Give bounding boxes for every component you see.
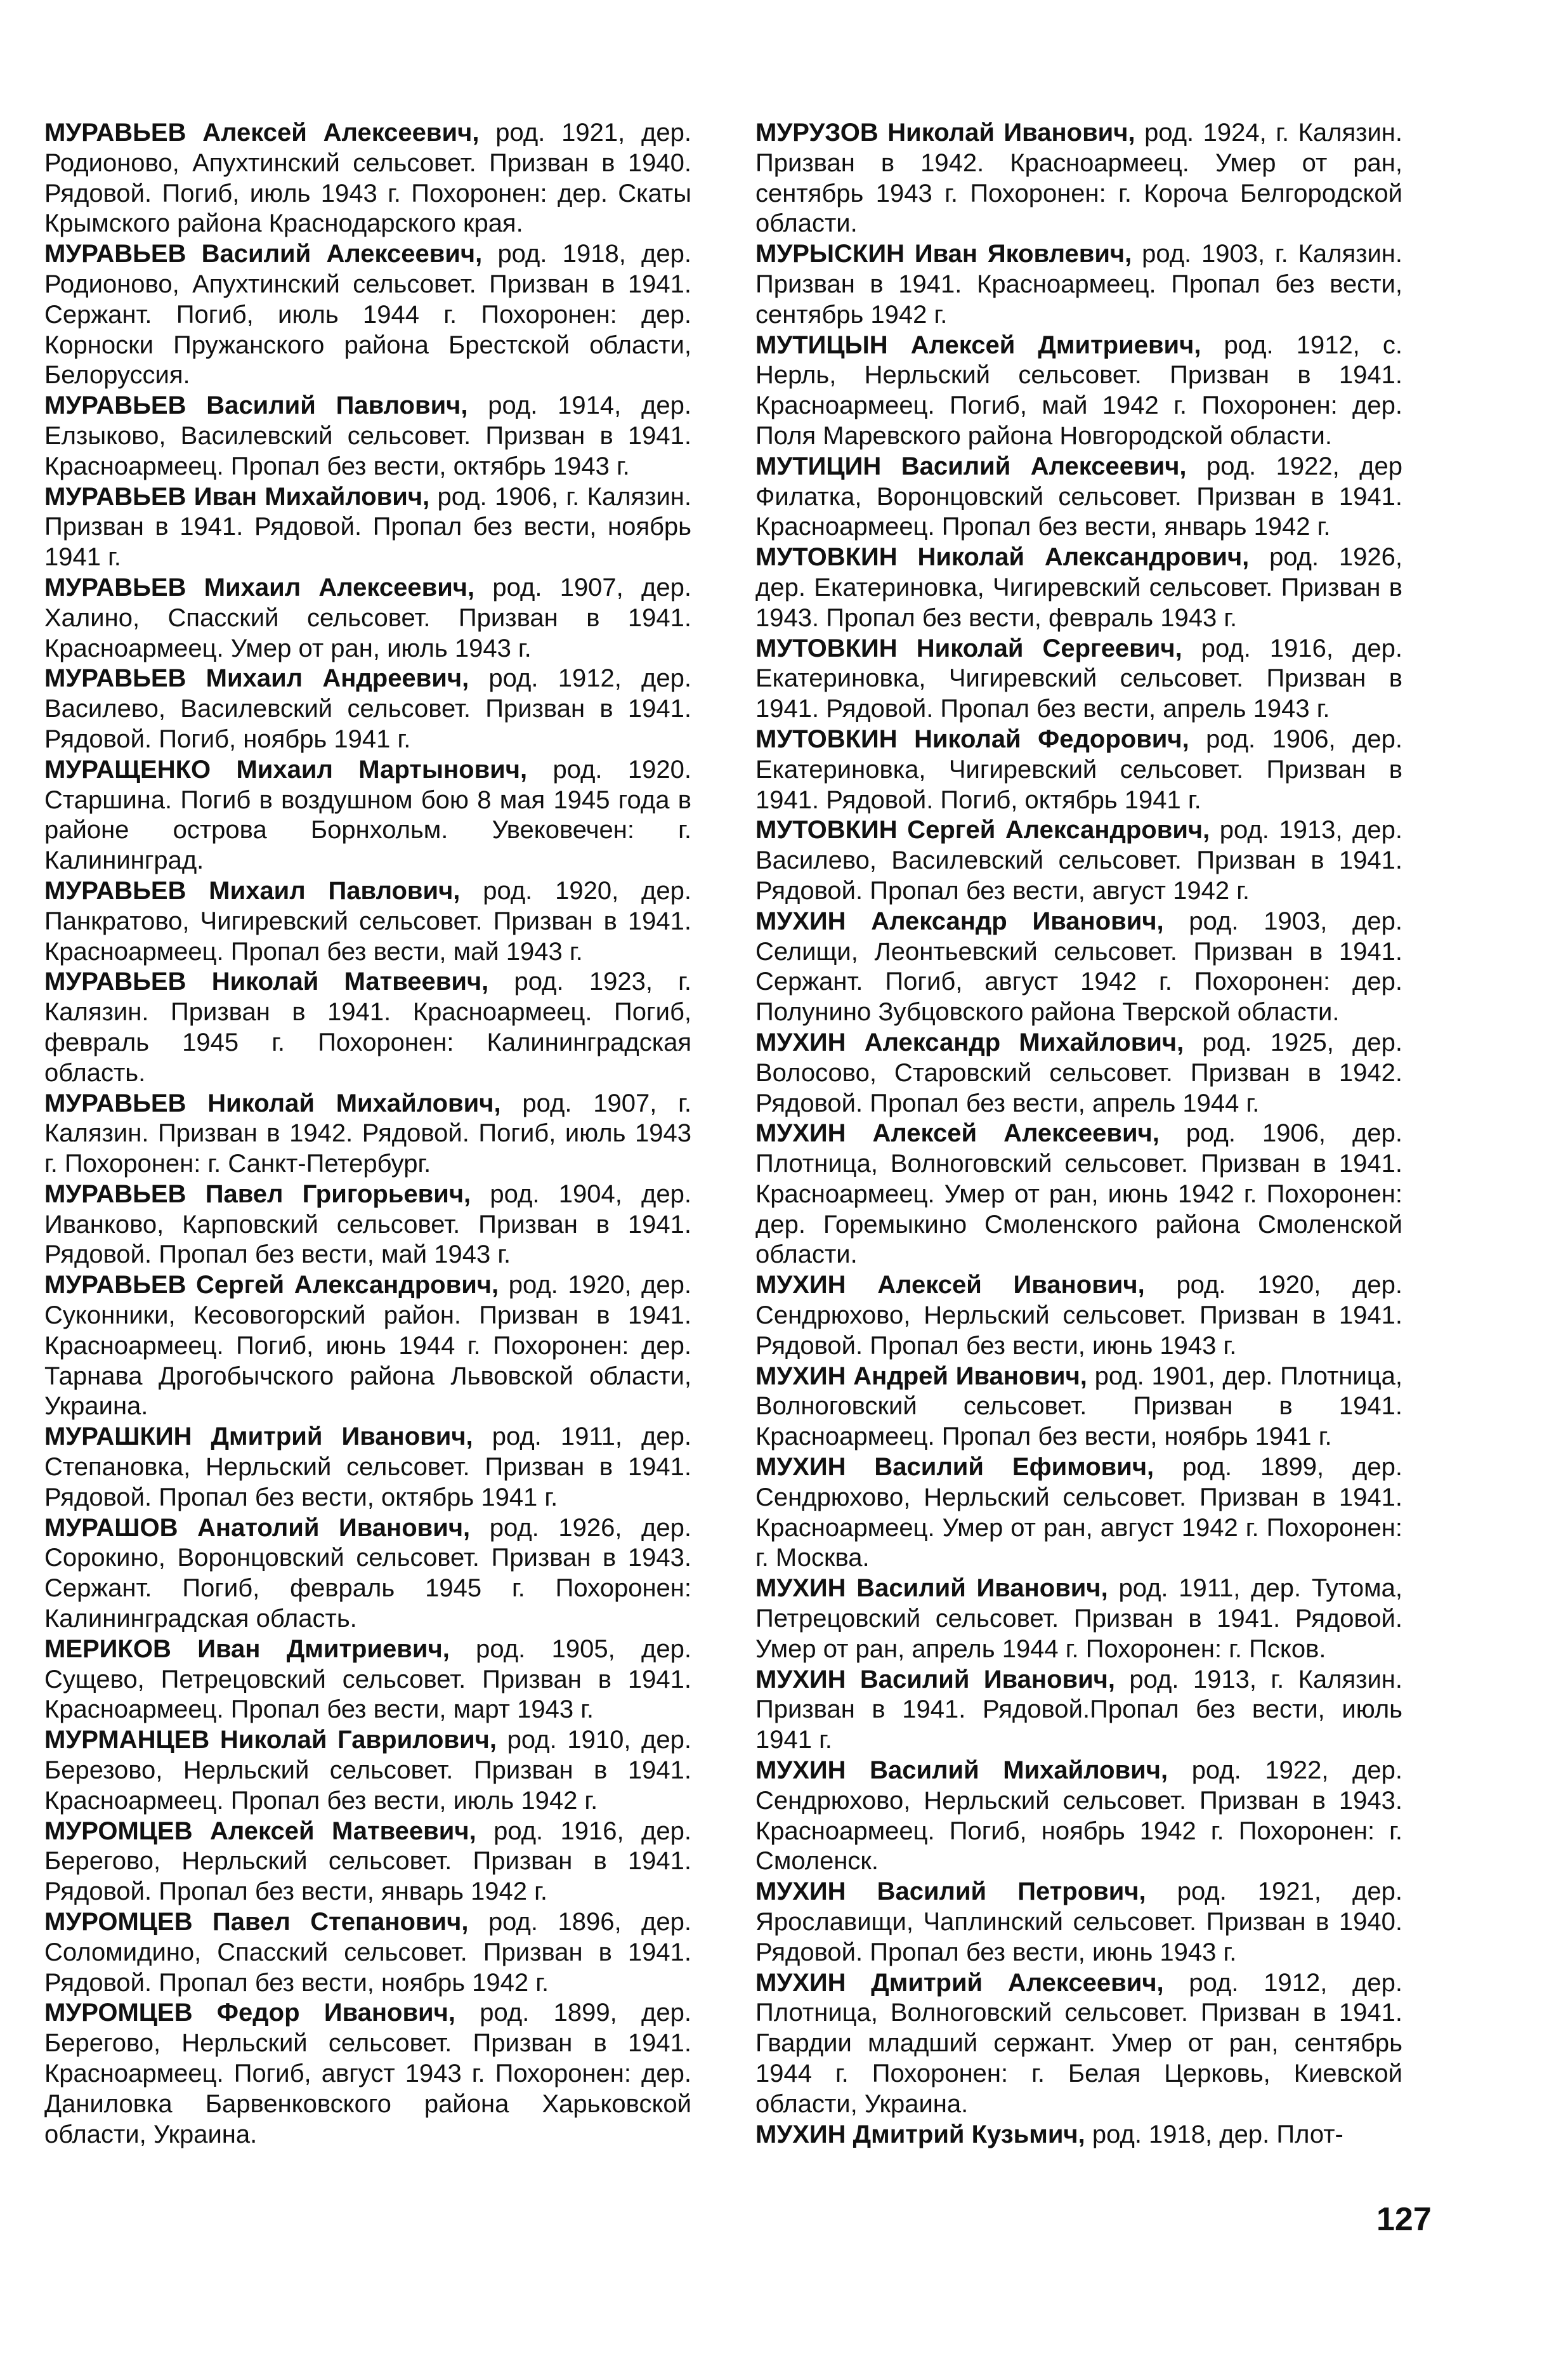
entry: [755, 1119, 1402, 1270]
entry-text: род. 1924, г. Калязин. Призван в 1942. Красноармеец. Умер от ран, сентябрь 1943 г. Похоронен: г. Короча Белгородской области.: [755, 119, 1402, 238]
entry: [44, 876, 691, 967]
entry: [755, 452, 1402, 542]
entry-text: род. 1912, дер. Василево, Василевский сельсовет. Призван в 1941. Рядовой. Погиб, ноябрь 1941 г.: [44, 664, 691, 753]
entry-text: род. 1916, дер. Екатериновка, Чигиревский сельсовет. Призван в 1941. Рядовой. Пропал без вести, апрель 1943 г.: [755, 634, 1402, 723]
entry: [44, 1817, 691, 1907]
entry: [44, 482, 691, 573]
entry-name: МУХИН Василий Ефимович,: [755, 1453, 1154, 1482]
entry-name: МУХИН Алексей Алексеевич,: [755, 1119, 1160, 1148]
entry-name: МУРАВЬЕВ Михаил Алексеевич,: [44, 573, 475, 602]
entry-text: род. 1906, дер. Плотница, Волноговский сельсовет. Призван в 1941. Красноармеец. Умер от ран, июнь 1942 г. Похоронен: дер. Горемыкино Смоленского района Смоленской области.: [755, 1119, 1402, 1269]
entry-text: род. 1899, дер. Берегово, Нерльский сельсовет. Призван в 1941. Красноармеец. Погиб, август 1943 г. Похоронен: дер. Даниловка Барвенковского района Харьковской области, Украина.: [44, 1999, 691, 2148]
entry-name: МУРАШОВ Анатолий Иванович,: [44, 1513, 471, 1542]
entry-text: род. 1903, дер. Селищи, Леонтьевский сельсовет. Призван в 1941. Сержант. Погиб, август 1942 г. Похоронен: дер. Полунино Зубцовского района Тверской области.: [755, 907, 1402, 1027]
entry-name: МУТИЦИН Василий Алексеевич,: [755, 452, 1187, 480]
entry: [755, 239, 1402, 330]
entry-name: МУРУЗОВ Николай Иванович,: [755, 119, 1135, 147]
entry: [755, 1877, 1402, 1968]
entry-text: род. 1907, дер. Халино, Спасский сельсовет. Призван в 1941. Красноармеец. Умер от ран, июль 1943 г.: [44, 573, 691, 662]
entry: [44, 1907, 691, 1998]
entry-text: род. 1912, дер. Плотница, Волноговский сельсовет. Призван в 1941. Гвардии младший сержант. Умер от ран, сентябрь 1944 г. Похоронен: г. Белая Церковь, Киевской области, Украина.: [755, 1968, 1402, 2118]
entry: [44, 391, 691, 482]
entry-name: МУРОМЦЕВ Павел Степанович,: [44, 1908, 469, 1936]
entry-name: МУХИН Дмитрий Алексеевич,: [755, 1968, 1164, 1997]
entry-name: МУРАВЬЕВ Михаил Андреевич,: [44, 664, 469, 693]
entry-name: МУХИН Александр Иванович,: [755, 907, 1164, 935]
entry: [755, 1574, 1402, 1664]
entry-text: род. 1901, дер. Плотница, Волноговский сельсовет. Призван в 1941. Красноармеец. Пропал без вести, ноябрь 1941 г.: [755, 1362, 1402, 1451]
entry-text: род. 1920. Старшина. Погиб в воздушном бою 8 мая 1945 года в районе острова Борнхольм. Увековечен: г. Калининград.: [44, 755, 692, 875]
entry-text: род. 1925, дер. Волосово, Старовский сельсовет. Призван в 1942. Рядовой. Пропал без вести, апрель 1944 г.: [755, 1028, 1402, 1117]
entry-name: МУТИЦЫН Алексей Дмитриевич,: [755, 331, 1201, 359]
entry-name: МУРАВЬЕВ Василий Алексеевич,: [44, 240, 483, 268]
left-column: [44, 118, 691, 2150]
entry: [44, 1725, 691, 1816]
entry-text: род. 1906, дер. Екатериновка, Чигиревский сельсовет. Призван в 1941. Рядовой. Погиб, октябрь 1941 г.: [755, 725, 1402, 814]
entry: [755, 815, 1402, 906]
entry-text: род. 1922, дер Филатка, Воронцовский сельсовет. Призван в 1941. Красноармеец. Пропал без вести, январь 1942 г.: [755, 452, 1402, 541]
entry: [755, 331, 1402, 452]
entry-name: МУРАВЬЕВ Иван Михайлович,: [44, 482, 430, 511]
entry-text: род. 1918, дер. Плот-: [1085, 2120, 1343, 2148]
entry-name: МУХИН Василий Иванович,: [755, 1665, 1116, 1693]
entry-text: род. 1920, дер. Суконники, Кесовогорский район. Призван в 1941. Красноармеец. Погиб, июнь 1944 г. Похоронен: дер. Тарнава Дрогобычского района Львовской области, Украина.: [44, 1271, 691, 1421]
page-number: 127: [1376, 2201, 1432, 2238]
entry-text: род. 1906, г. Калязин. Призван в 1941. Рядовой. Пропал без вести, ноябрь 1941 г.: [44, 482, 692, 572]
entry: [44, 664, 691, 754]
entry-text: род. 1903, г. Калязин. Призван в 1941. Красноармеец. Пропал без вести, сентябрь 1942 г.: [755, 240, 1402, 329]
entry-name: МУРАВЬЕВ Василий Павлович,: [44, 391, 468, 420]
entry: [755, 1362, 1402, 1452]
entry-name: МУРАШКИН Дмитрий Иванович,: [44, 1423, 473, 1451]
entry: [755, 634, 1402, 725]
entry-text: род. 1921, дер. Родионово, Апухтинский сельсовет. Призван в 1940. Рядовой. Погиб, июль 1943 г. Похоронен: дер. Скаты Крымского района Краснодарского края.: [44, 119, 691, 238]
entry: [44, 239, 691, 391]
entry-text: род. 1905, дер. Сущево, Петрецовский сельсовет. Призван в 1941. Красноармеец. Пропал без вести, март 1943 г.: [44, 1634, 691, 1724]
entry-name: МУХИН Василий Петрович,: [755, 1877, 1146, 1906]
entry-name: МУХИН Александр Михайлович,: [755, 1028, 1184, 1056]
entry: [44, 1089, 691, 1180]
entry-text: род. 1896, дер. Соломидино, Спасский сельсовет. Призван в 1941. Рядовой. Пропал без вести, ноябрь 1942 г.: [44, 1908, 691, 1997]
entry: [755, 1665, 1402, 1756]
right-column: [755, 118, 1402, 2150]
entry-text: род. 1922, дер. Сендрюхово, Нерльский сельсовет. Призван в 1943. Красноармеец. Погиб, ноябрь 1942 г. Похоронен: г. Смоленск.: [755, 1756, 1402, 1876]
entry-name: МУРАВЬЕВ Павел Григорьевич,: [44, 1180, 471, 1208]
entry: [755, 725, 1402, 815]
entry-name: МУРЫСКИН Иван Яковлевич,: [755, 240, 1132, 268]
entry-text: род. 1910, дер. Березово, Нерльский сельсовет. Призван в 1941. Красноармеец. Пропал без вести, июль 1942 г.: [44, 1726, 692, 1815]
entry-text: род. 1912, с. Нерль, Нерльский сельсовет. Призван в 1941. Красноармеец. Погиб, май 1942 г. Похоронен: дер. Поля Маревского района Новгородской области.: [755, 331, 1402, 450]
entry-text: род. 1914, дер. Елзыково, Василевский сельсовет. Призван в 1941. Красноармеец. Пропал без вести, октябрь 1943 г.: [44, 391, 691, 480]
entry-name: МУХИН Василий Иванович,: [755, 1574, 1108, 1603]
entry-text: род. 1926, дер. Сорокино, Воронцовский сельсовет. Призван в 1943. Сержант. Погиб, февраль 1945 г. Похоронен: Калининградская область.: [44, 1513, 691, 1633]
entry-name: МУРОМЦЕВ Алексей Матвеевич,: [44, 1817, 476, 1845]
entry-text: род. 1921, дер. Ярославищи, Чаплинский сельсовет. Призван в 1940. Рядовой. Пропал без вести, июнь 1943 г.: [755, 1877, 1402, 1966]
entry-text: род. 1923, г. Калязин. Призван в 1941. Красноармеец. Погиб, февраль 1945 г. Похоронен: Калининградская область.: [44, 968, 691, 1087]
entry: [755, 2120, 1402, 2150]
entry: [44, 1998, 691, 2150]
entry: [755, 1756, 1402, 1877]
entry-name: МУРАЩЕНКО Михаил Мартынович,: [44, 755, 528, 784]
entry-name: МУРАВЬЕВ Сергей Александрович,: [44, 1271, 499, 1299]
entry-name: МУРАВЬЕВ Николай Матвеевич,: [44, 968, 489, 996]
entry: [44, 1422, 691, 1513]
entry-text: род. 1911, дер. Тутома, Петрецовский сельсовет. Призван в 1941. Рядовой. Умер от ран, апрель 1944 г. Похоронен: г. Псков.: [755, 1574, 1402, 1663]
entry: [44, 1634, 691, 1725]
entry: [755, 1452, 1402, 1574]
entry-name: МУТОВКИН Сергей Александрович,: [755, 816, 1210, 845]
entry-text: род. 1913, г. Калязин. Призван в 1941. Рядовой.Пропал без вести, июль 1941 г.: [755, 1665, 1402, 1754]
entry-name: МУРАВЬЕВ Михаил Павлович,: [44, 876, 461, 905]
entry: [755, 907, 1402, 1028]
entry-name: МУТОВКИН Николай Александрович,: [755, 543, 1250, 572]
entry: [44, 573, 691, 664]
entry-name: МУХИН Андрей Иванович,: [755, 1362, 1087, 1390]
entry: [44, 755, 691, 876]
entry: [755, 118, 1402, 239]
entry-text: род. 1911, дер. Степановка, Нерльский сельсовет. Призван в 1941. Рядовой. Пропал без вести, октябрь 1941 г.: [44, 1423, 691, 1511]
entry: [44, 967, 691, 1088]
entry: [44, 1270, 691, 1422]
entry: [44, 1180, 691, 1270]
entry-text: род. 1926, дер. Екатериновка, Чигиревский сельсовет. Призван в 1943. Пропал без вести, февраль 1943 г.: [755, 543, 1402, 632]
entry-text: род. 1904, дер. Иванково, Карповский сельсовет. Призван в 1941. Рядовой. Пропал без вести, май 1943 г.: [44, 1180, 691, 1269]
entry: [44, 1513, 691, 1634]
entry-text: род. 1913, дер. Василево, Василевский сельсовет. Призван в 1941. Рядовой. Пропал без вести, август 1942 г.: [755, 816, 1402, 905]
entry: [755, 1968, 1402, 2120]
entry-name: МУТОВКИН Николай Сергеевич,: [755, 634, 1182, 662]
entry-text: род. 1907, г. Калязин. Призван в 1942. Рядовой. Погиб, июль 1943 г. Похоронен: г. Санкт-Петербург.: [44, 1089, 691, 1178]
entry-name: МУХИН Алексей Иванович,: [755, 1271, 1145, 1299]
entry-name: МУХИН Дмитрий Кузьмич,: [755, 2120, 1085, 2148]
entry: [755, 542, 1402, 633]
entry-text: род. 1916, дер. Берегово, Нерльский сельсовет. Призван в 1941. Рядовой. Пропал без вести, январь 1942 г.: [44, 1817, 691, 1906]
entry-text: род. 1920, дер. Сендрюхово, Нерльский сельсовет. Призван в 1941. Рядовой. Пропал без вести, июнь 1943 г.: [755, 1271, 1402, 1360]
entry-name: МУРАВЬЕВ Николай Михайлович,: [44, 1089, 501, 1117]
entry-name: МУРМАНЦЕВ Николай Гаврилович,: [44, 1726, 497, 1754]
entry: [755, 1028, 1402, 1119]
entry-name: МУРОМЦЕВ Федор Иванович,: [44, 1999, 455, 2027]
entry-text: род. 1920, дер. Панкратово, Чигиревский сельсовет. Призван в 1941. Красноармеец. Пропал без вести, май 1943 г.: [44, 876, 691, 966]
entry-text: род. 1899, дер. Сендрюхово, Нерльский сельсовет. Призван в 1941. Красноармеец. Умер от ран, август 1942 г. Похоронен: г. Москва.: [755, 1453, 1402, 1572]
entry: [44, 118, 691, 239]
entry-name: МЕРИКОВ Иван Дмитриевич,: [44, 1634, 450, 1663]
entry-name: МУТОВКИН Николай Федорович,: [755, 725, 1189, 753]
entry-text: род. 1918, дер. Родионово, Апухтинский сельсовет. Призван в 1941. Сержант. Погиб, июль 1944 г. Похоронен: дер. Корноски Пружанского района Брестской области, Белоруссия.: [44, 240, 691, 390]
entry-name: МУХИН Василий Михайлович,: [755, 1756, 1168, 1785]
entry-name: МУРАВЬЕВ Алексей Алексеевич,: [44, 119, 480, 147]
entry: [755, 1270, 1402, 1361]
